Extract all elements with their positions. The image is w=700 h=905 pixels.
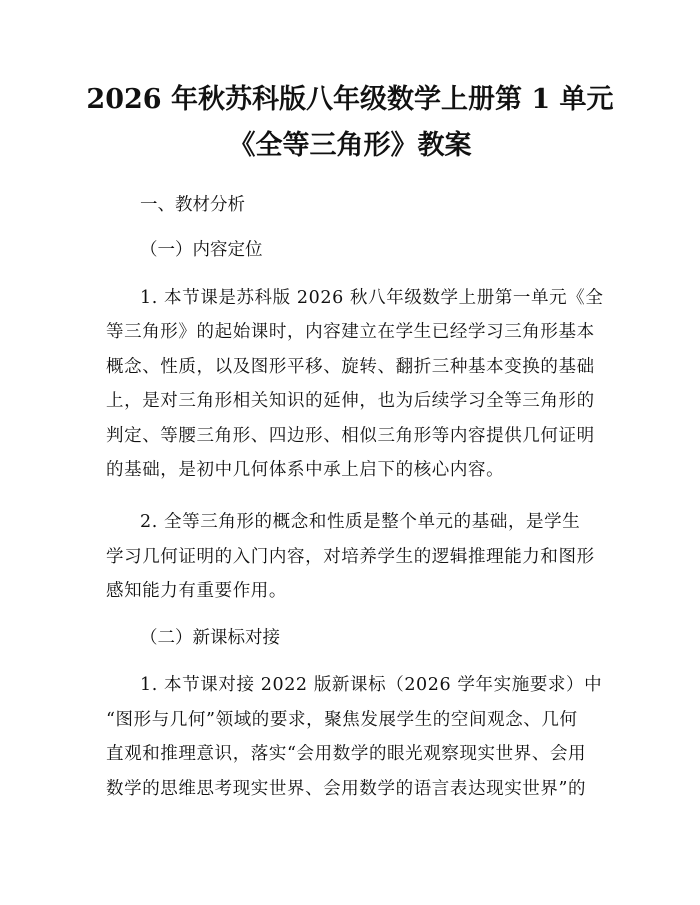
document-title-line-2: 《全等三角形》教案 bbox=[228, 130, 472, 161]
paragraph-line: 1. 本节课对接 2022 版新课标（2026 学年实施要求）中 bbox=[140, 675, 603, 695]
paragraph-line: “图形与几何”领域的要求，聚焦发展学生的空间观念、几何 bbox=[106, 710, 578, 730]
paragraph-line: 等三角形》的起始课时，内容建立在学生已经学习三角形基本 bbox=[106, 322, 595, 342]
paragraph-line: 1. 本节课是苏科版 2026 秋八年级数学上册第一单元《全 bbox=[140, 288, 604, 308]
document-title-line-1: 2026 年秋苏科版八年级数学上册第 1 单元 bbox=[86, 84, 614, 115]
section-heading-analysis: 一、教材分析 bbox=[140, 195, 245, 215]
subsection-heading-curriculum: （二）新课标对接 bbox=[140, 628, 280, 648]
paragraph-line: 数学的思维思考现实世界、会用数学的语言表达现实世界”的 bbox=[106, 779, 587, 799]
paragraph-line: 上，是对三角形相关知识的延伸，也为后续学习全等三角形的 bbox=[106, 391, 595, 411]
paragraph-line: 的基础，是初中几何体系中承上启下的核心内容。 bbox=[106, 460, 505, 480]
paragraph-line: 判定、等腰三角形、四边形、相似三角形等内容提供几何证明 bbox=[106, 426, 595, 446]
paragraph-line: 概念、性质，以及图形平移、旋转、翻折三种基本变换的基础 bbox=[106, 357, 595, 377]
paragraph-line: 感知能力有重要作用。 bbox=[106, 581, 287, 601]
paragraph-line: 2. 全等三角形的概念和性质是整个单元的基础，是学生 bbox=[140, 512, 581, 532]
paragraph-line: 直观和推理意识，落实“会用数学的眼光观察现实世界、会用 bbox=[106, 744, 587, 764]
paragraph-line: 学习几何证明的入门内容，对培养学生的逻辑推理能力和图形 bbox=[106, 547, 595, 567]
subsection-heading-positioning: （一）内容定位 bbox=[140, 240, 263, 260]
